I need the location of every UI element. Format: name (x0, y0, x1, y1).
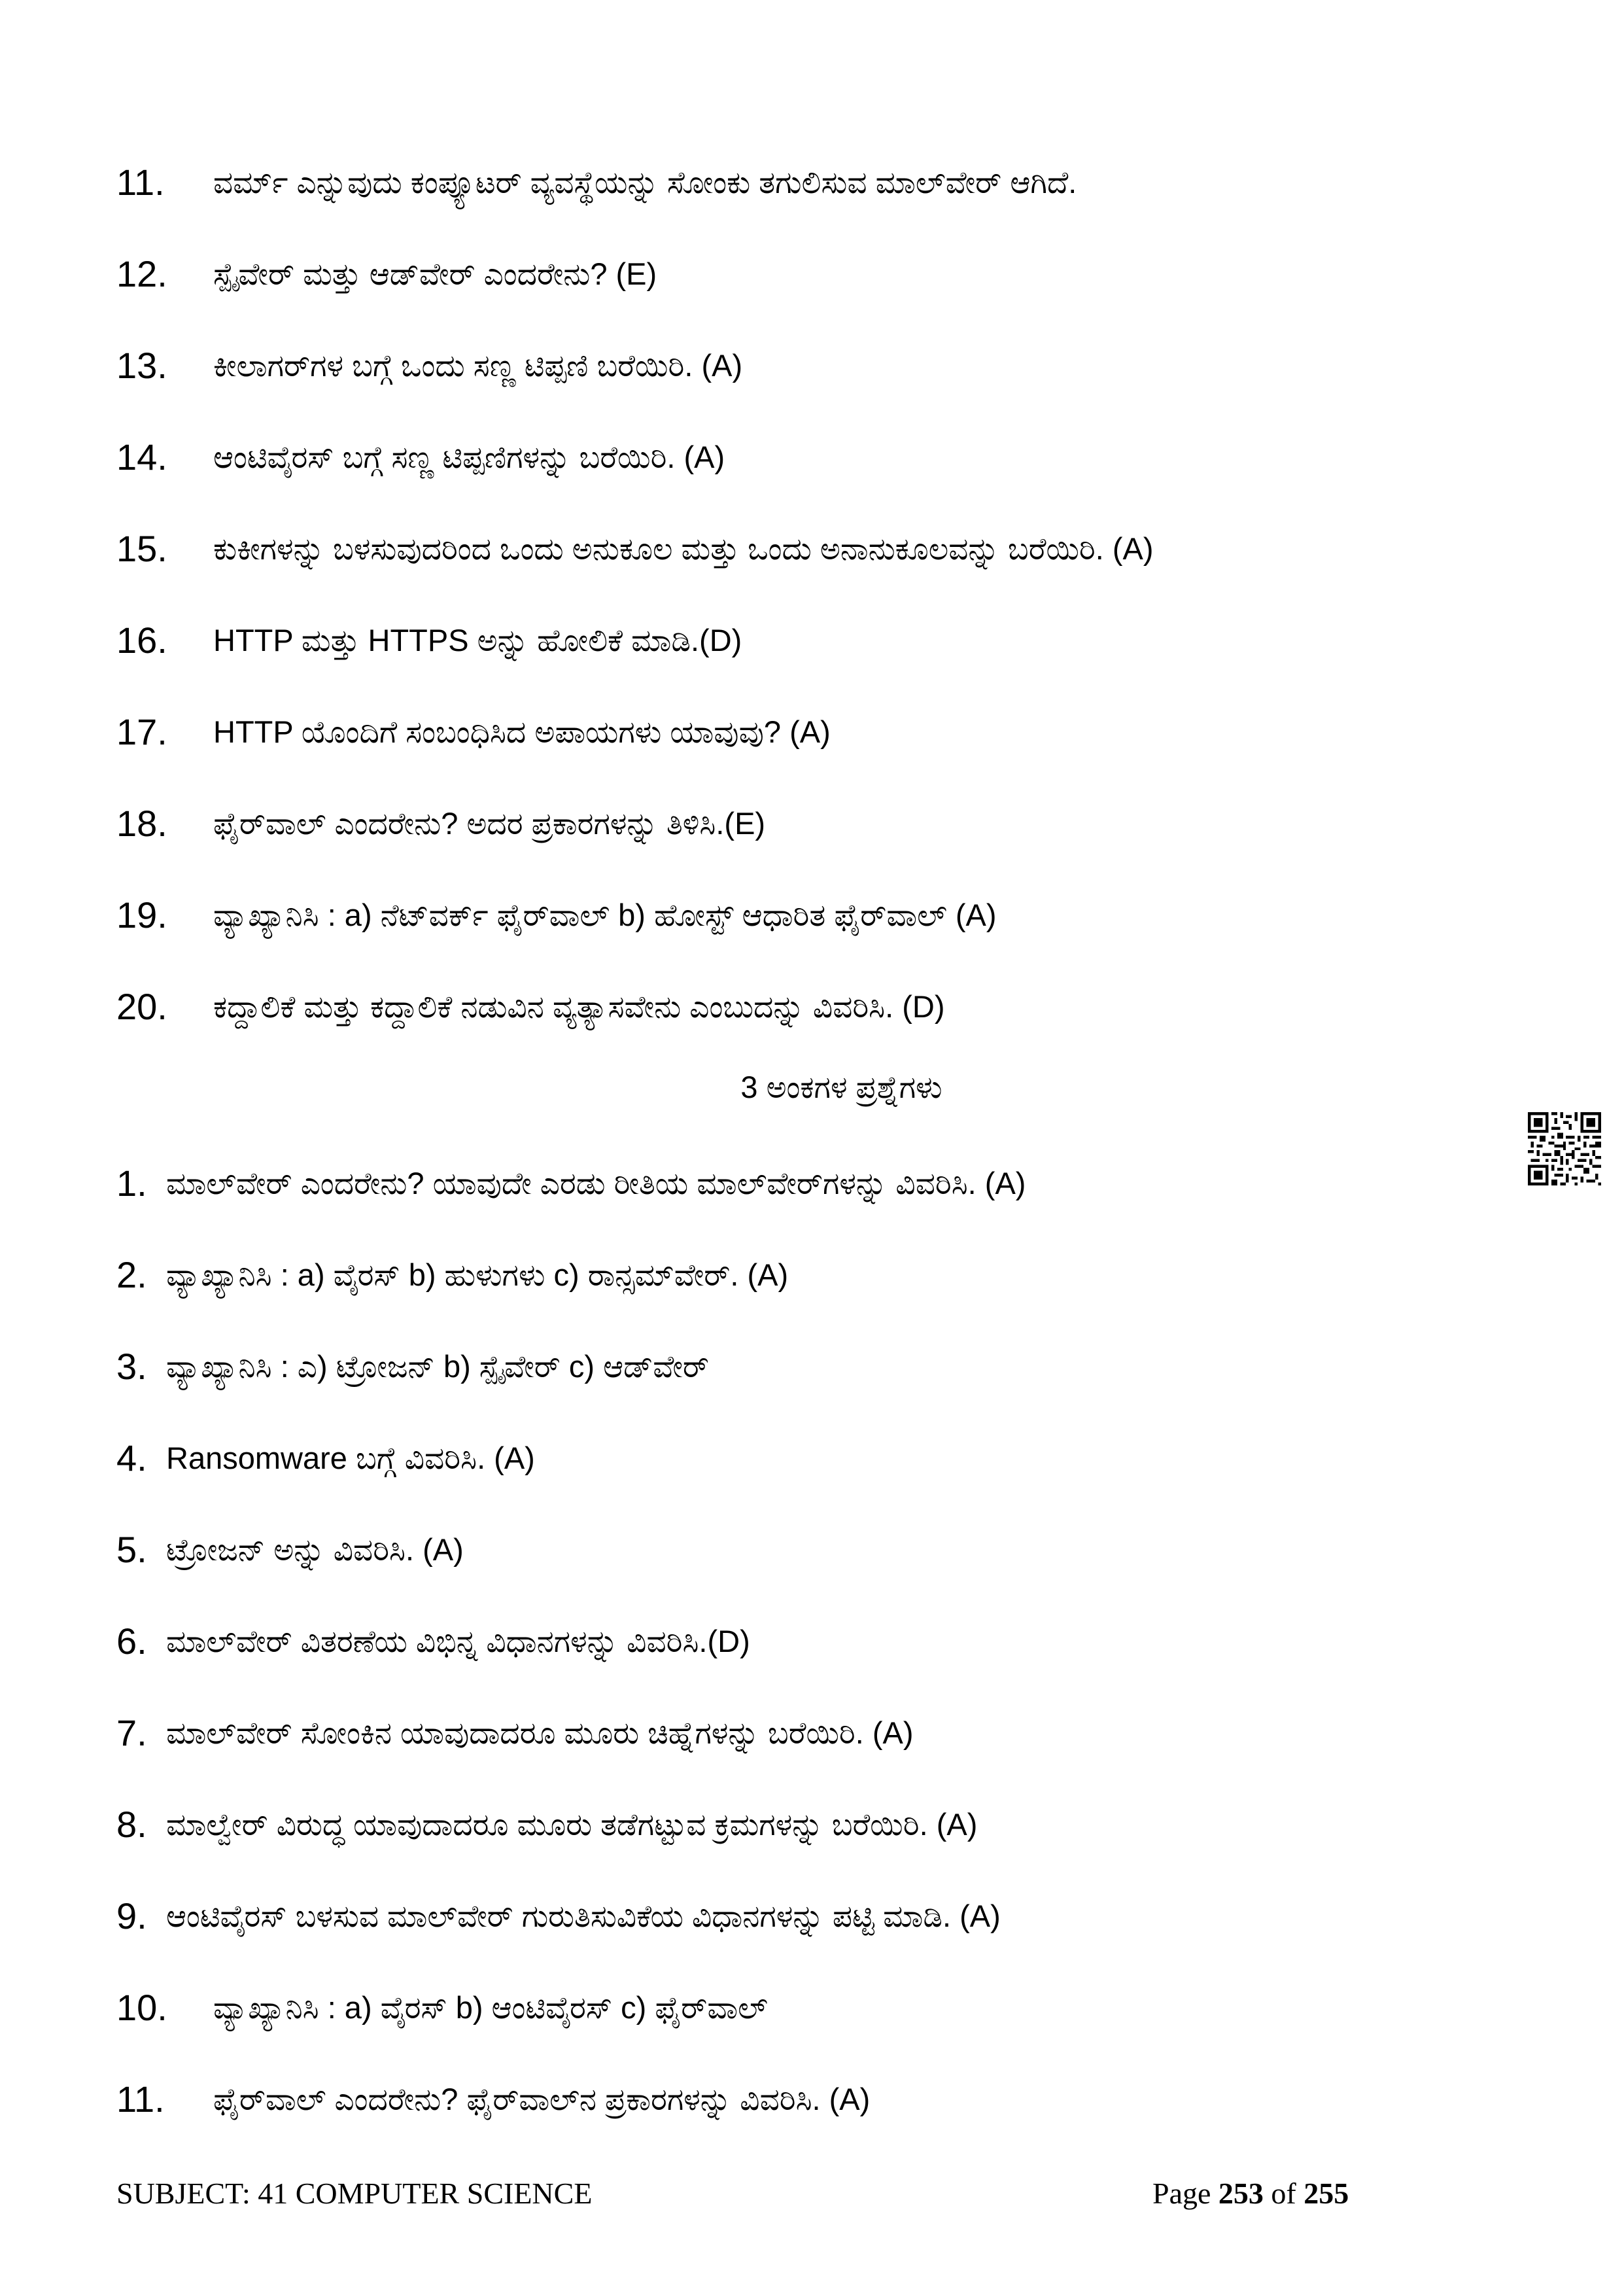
question-item (116, 239, 1457, 304)
question-number: 15. (116, 527, 167, 569)
question-item (116, 1698, 1457, 1763)
question-item (116, 1606, 1457, 1672)
question-text: ಕುಕೀಗಳನ್ನು ಬಳಸುವುದರಿಂದ ಒಂದು ಅನುಕೂಲ ಮತ್ತು ಒಂದು ಅನಾನುಕೂಲವನ್ನು ಬರೆಯಿರಿ. (A) (213, 531, 1154, 566)
question-text: ಕೀಲಾಗರ್‌ಗಳ ಬಗ್ಗೆ ಒಂದು ಸಣ್ಣ ಟಿಪ್ಪಣಿ ಬರೆಯಿರಿ. (A) (213, 347, 743, 383)
question-text: ಮಾಲ್‌ವೇರ್ ಸೋಂಕಿನ ಯಾವುದಾದರೂ ಮೂರು ಚಿಹ್ನೆಗಳನ್ನು ಬರೆಯಿರಿ. (A) (166, 1715, 914, 1750)
question-item (116, 972, 1457, 1037)
question-item (116, 1423, 1457, 1488)
question-text: ಫೈರ್‌ವಾಲ್ ಎಂದರೇನು? ಫೈರ್‌ವಾಲ್‌ನ ಪ್ರಕಾರಗಳನ್ನು ವಿವರಿಸಿ. (A) (213, 2081, 871, 2116)
question-item (116, 1148, 1457, 1214)
question-number: 19. (116, 894, 167, 936)
question-text: ಆಂಟಿವೈರಸ್ ಬಳಸುವ ಮಾಲ್‌ವೇರ್ ಗುರುತಿಸುವಿಕೆಯ ವಿಧಾನಗಳನ್ನು ಪಟ್ಟಿ ಮಾಡಿ. (A) (166, 1898, 1001, 1933)
question-text: ಮಾಲ್ವೇರ್ ವಿರುದ್ಧ ಯಾವುದಾದರೂ ಮೂರು ತಡೆಗಟ್ಟುವ ಕ್ರಮಗಳನ್ನು ಬರೆಯಿರಿ. (A) (166, 1806, 978, 1842)
section-heading: 3 ಅಂಕಗಳ ಪ್ರಶ್ನೆಗಳು (740, 1070, 942, 1104)
question-text: ವ್ಯಾಖ್ಯಾನಿಸಿ : a) ವೈರಸ್ b) ಹುಳುಗಳು c) ರಾನ್ಸಮ್‌ವೇರ್. (A) (166, 1257, 789, 1292)
question-text: ವ್ಯಾಖ್ಯಾನಿಸಿ : ಎ) ಟ್ರೋಜನ್ b) ಸ್ಪೈವೇರ್ c) ಆಡ್‌ವೇರ್ (166, 1348, 709, 1384)
question-number: 17. (116, 710, 167, 752)
question-item (116, 147, 1457, 213)
question-text: ವ್ಯಾಖ್ಯಾನಿಸಿ : a) ವೈರಸ್ b) ಆಂಟಿವೈರಸ್ c) ಫೈರ್‌ವಾಲ್ (213, 1989, 768, 2025)
question-text: ಮಾಲ್‌ವೇರ್ ಎಂದರೇನು? ಯಾವುದೇ ಎರಡು ರೀತಿಯ ಮಾಲ್‌ವೇರ್‌ಗಳನ್ನು ವಿವರಿಸಿ. (A) (166, 1165, 1026, 1200)
question-text: HTTP ಯೊಂದಿಗೆ ಸಂಬಂಧಿಸಿದ ಅಪಾಯಗಳು ಯಾವುವು? (A) (213, 714, 831, 749)
question-item (116, 697, 1457, 762)
page-label: Page (1152, 2177, 1211, 2210)
page-of: of (1271, 2177, 1296, 2210)
qr-code-icon (1528, 1112, 1601, 1185)
question-text: ಸ್ಪೈವೇರ್ ಮತ್ತು ಆಡ್‌ವೇರ್ ಎಂದರೇನು? (E) (213, 256, 657, 291)
footer-page-number (1152, 2171, 1349, 2216)
question-item (116, 2064, 1457, 2129)
question-text: HTTP ಮತ್ತು HTTPS ಅನ್ನು ಹೋಲಿಕೆ ಮಾಡಿ.(D) (213, 622, 742, 657)
question-number: 14. (116, 436, 167, 478)
question-number: 11. (116, 2078, 165, 2120)
question-item (116, 422, 1457, 487)
question-item (116, 514, 1457, 579)
question-number: 7. (116, 1711, 147, 1753)
question-item (116, 1240, 1457, 1305)
question-item (116, 330, 1457, 396)
question-number: 13. (116, 344, 167, 386)
question-item (116, 1789, 1457, 1855)
question-text: ವ್ಯಾಖ್ಯಾನಿಸಿ : a) ನೆಟ್‌ವರ್ಕ್ ಫೈರ್‌ವಾಲ್ b) ಹೋಸ್ಟ್ ಆಧಾರಿತ ಫೈರ್‌ವಾಲ್ (A) (213, 897, 997, 932)
question-number: 8. (116, 1803, 147, 1845)
question-text: ಫೈರ್‌ವಾಲ್ ಎಂದರೇನು? ಅದರ ಪ್ರಕಾರಗಳನ್ನು ತಿಳಿಸಿ.(E) (213, 805, 766, 841)
page-current: 253 (1218, 2177, 1264, 2210)
question-number: 11. (116, 161, 165, 203)
question-number: 12. (116, 253, 167, 294)
question-text: ಕದ್ದಾಲಿಕೆ ಮತ್ತು ಕದ್ದಾಲಿಕೆ ನಡುವಿನ ವ್ಯತ್ಯಾಸವೇನು ಎಂಬುದನ್ನು ವಿವರಿಸಿ. (D) (213, 989, 945, 1024)
question-item (116, 605, 1457, 671)
question-number: 1. (116, 1162, 147, 1204)
question-number: 2. (116, 1253, 147, 1295)
question-item (116, 1331, 1457, 1397)
footer-subject: SUBJECT: 41 COMPUTER SCIENCE (116, 2177, 593, 2210)
question-text: ಟ್ರೋಜನ್ ಅನ್ನು ವಿವರಿಸಿ. (A) (166, 1532, 464, 1567)
page-total: 255 (1304, 2177, 1349, 2210)
question-item (116, 1972, 1457, 2038)
question-text: ವರ್ಮ್ ಎನ್ನುವುದು ಕಂಪ್ಯೂಟರ್ ವ್ಯವಸ್ಥೆಯನ್ನು ಸೋಂಕು ತಗುಲಿಸುವ ಮಾಲ್‌ವೇರ್ ಆಗಿದೆ. (213, 164, 1077, 200)
question-text: Ransomware ಬಗ್ಗೆ ವಿವರಿಸಿ. (A) (166, 1440, 535, 1475)
question-text: ಮಾಲ್‌ವೇರ್ ವಿತರಣೆಯ ವಿಭಿನ್ನ ವಿಧಾನಗಳನ್ನು ವಿವರಿಸಿ.(D) (166, 1623, 750, 1658)
question-item (116, 1881, 1457, 1946)
question-number: 6. (116, 1620, 147, 1662)
question-number: 4. (116, 1437, 147, 1479)
question-number: 9. (116, 1895, 147, 1936)
question-number: 3. (116, 1345, 147, 1387)
question-number: 10. (116, 1986, 167, 2028)
question-number: 16. (116, 619, 167, 661)
question-number: 5. (116, 1528, 147, 1570)
question-item (116, 788, 1457, 854)
question-number: 18. (116, 802, 167, 844)
question-number: 20. (116, 985, 167, 1027)
question-item (116, 880, 1457, 945)
question-item (116, 1515, 1457, 1580)
question-text: ಆಂಟಿವೈರಸ್ ಬಗ್ಗೆ ಸಣ್ಣ ಟಿಪ್ಪಣಿಗಳನ್ನು ಬರೆಯಿರಿ. (A) (213, 439, 725, 474)
